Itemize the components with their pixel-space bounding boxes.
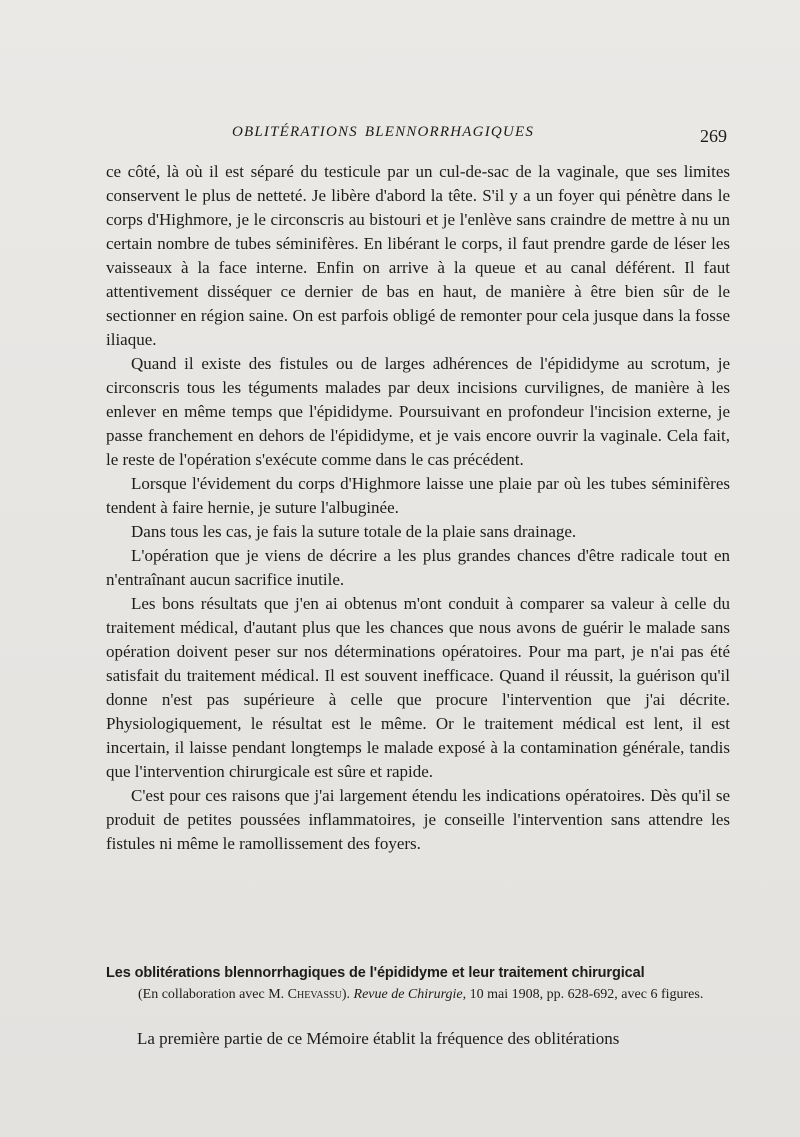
journal-name: Revue de Chirurgie [353,987,463,1002]
detail-prefix: (En collaboration avec M. [138,987,288,1002]
paragraph: C'est pour ces raisons que j'ai largement étendu les indications opératoires. Dès qu'il se produit de petites poussées inflammatoires, je conseille l'intervention sans attendre les fistules ni même le ramollissement des foyers. [106,786,730,853]
page-number: 269 [700,126,727,146]
paragraph: L'opération que je viens de décrire a les plus grandes chances d'être radicale tout en n'entraînant aucun sacrifice inutile. [106,546,730,589]
paragraph: Dans tous les cas, je fais la suture totale de la plaie sans drainage. [131,522,577,541]
paragraph: Quand il existe des fistules ou de larges adhérences de l'épididyme au scrotum, je circonscris tous les téguments malades par deux incisions curvilignes, de manière à les enlever en même temps que l'épididyme. Poursuivant en profondeur l'incision externe, je passe franchement en dehors de l'épididyme, et je vais encore ouvrir la vaginale. Cela fait, le reste de l'opération s'exécute comme dans le cas précédent. [106,354,730,469]
last-paragraph: La première partie de ce Mémoire établit la fréquence des oblitérations [137,1029,620,1048]
bibliography-detail [138,984,734,1005]
detail-suffix: , 10 mai 1908, pp. 628-692, avec 6 figures. [462,987,704,1002]
bibliography-entry [106,963,734,1005]
running-title: OBLITÉRATIONS BLENNORRHAGIQUES [232,124,535,140]
collaborator-name: Chevassu [287,987,342,1002]
paragraph: ce côté, là où il est séparé du testicule par un cul-de-sac de la vaginale, que ses limites conservent le plus de netteté. Je libère d'abord la tête. S'il y a un foyer qui pénètre dans le corps d'Highmore, je le circonscris au bistouri et je l'enlève sans craindre de mettre à nu un certain nombre de tubes séminifères. En libérant le corps, il faut prendre garde de léser les vaisseaux à la face interne. Enfin on arrive à la queue et au canal déférent. Il faut attentivement disséquer ce dernier de bas en haut, de manière à être bien sûr de le sectionner en région saine. On est parfois obligé de remonter pour cela jusque dans la fosse iliaque. [106,162,730,349]
paragraph: Les bons résultats que j'en ai obtenus m'ont conduit à comparer sa valeur à celle du traitement médical, d'autant plus que les chances que nous avons de guérir le malade sans opération doivent peser sur nos déterminations opératoires. Pour ma part, je n'ai pas été satisfait du traitement médical. Il est souvent inefficace. Quand il réussit, la guérison qu'il donne n'est pas supérieure à celle que procure l'intervention que j'ai décrite. Physiologiquement, le résultat est le même. Or le traitement médical est lent, il est incertain, il laisse pendant longtemps le malade exposé à la contamination générale, tandis que l'intervention chirurgicale est sûre et rapide. [106,594,730,781]
paragraph: Lorsque l'évidement du corps d'Highmore laisse une plaie par où les tubes séminifères tendent à faire hernie, je suture l'albuginée. [106,474,730,517]
page-header [0,124,800,148]
detail-mid: ). [341,987,354,1002]
body-text [106,160,730,856]
bibliography-title: Les oblitérations blennorrhagiques de l'épididyme et leur traitement chirurgical [106,965,645,981]
